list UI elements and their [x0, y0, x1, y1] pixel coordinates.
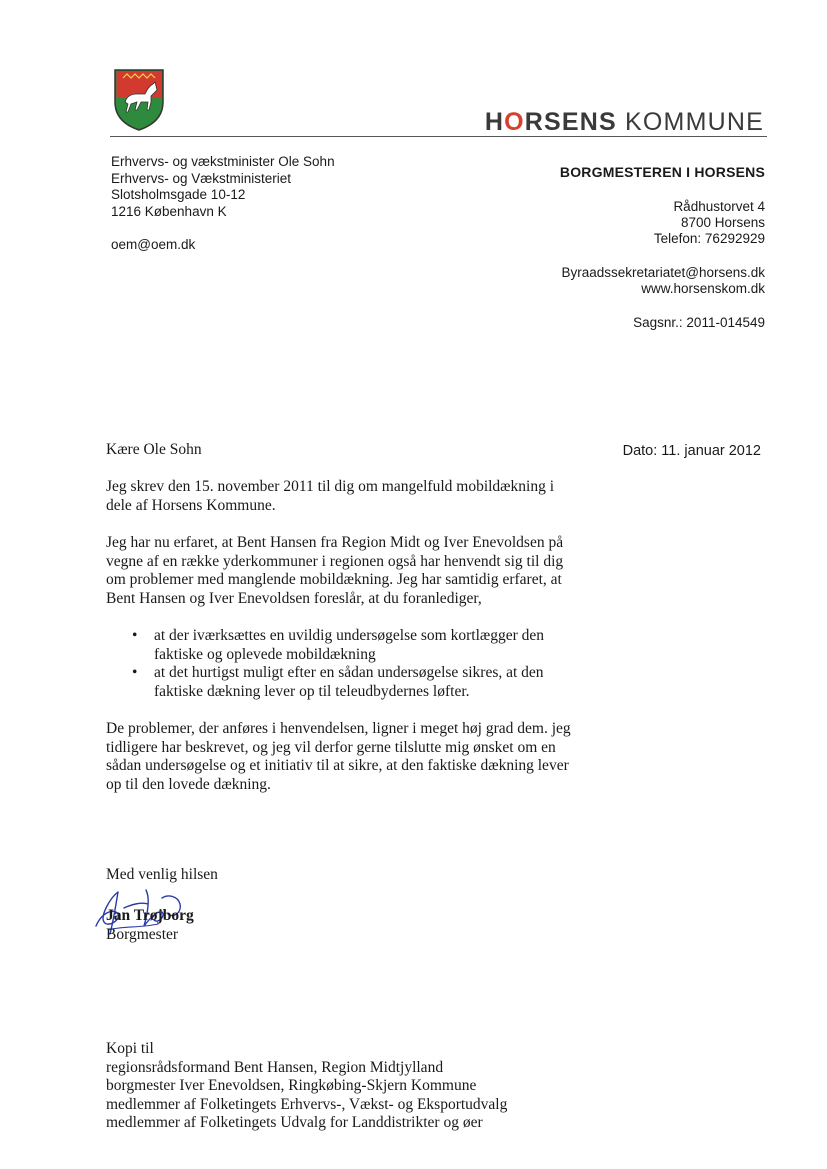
brand-part-horsens: HORSENS [484, 108, 617, 136]
copy-line: medlemmer af Folketingets Erhvervs-, Vækst- og Eksportudvalg [106, 1095, 508, 1113]
sender-email: Byraadssekretariatet@horsens.dk [561, 265, 765, 280]
signatory-name: Jan Trøjborg [106, 907, 194, 924]
bullet-item: • at det hurtigst muligt efter en sådan undersøgelse sikres, at den faktiske dækning lever op til teleudbydernes løfter. [106, 664, 576, 701]
signatory-title: Borgmester [106, 926, 179, 943]
sender-heading: BORGMESTEREN I HORSENS [559, 164, 765, 180]
paragraph-2: Jeg har nu erfaret, at Bent Hansen fra Region Midt og Iver Enevoldsen på vegne af en række yderkommuner i regionen også har henvendt sig til dig om problemer med manglende mobildækning. Jeg har samtidig erfaret, at Bent Hansen og Iver Enevoldsen foreslår, at du foranlediger, [106, 533, 564, 607]
header-divider [110, 136, 767, 137]
recipient-email: oem@oem.dk [111, 237, 196, 252]
bullet-list [106, 627, 576, 701]
letter-body [106, 441, 576, 813]
bullet-item: • at der iværksættes en uvildig undersøgelse som kortlægger den faktiske og oplevede mobildækning [106, 627, 576, 664]
copy-heading: Kopi til [106, 1040, 154, 1057]
recipient-address [111, 154, 335, 254]
recipient-line: 1216 København K [111, 203, 227, 219]
salutation: Kære Ole Sohn [106, 441, 202, 458]
recipient-line: Erhvervs- og vækstminister Ole Sohn [111, 154, 335, 169]
sender-address [560, 164, 765, 331]
case-number: Sagsnr.: 2011-014549 [633, 315, 765, 330]
horsens-coat-of-arms-icon [113, 68, 165, 132]
brand-logo-text [485, 108, 764, 137]
brand-part-kommune: KOMMUNE [625, 108, 764, 136]
sender-phone: Telefon: 76292929 [653, 231, 765, 246]
letter-date: Dato: 11. januar 2012 [622, 443, 761, 459]
paragraph-3: De problemer, der anføres i henvendelsen, ligner i meget høj grad dem. jeg tidligere har beskrevet, og jeg vil derfor gerne tilslutte mig ønsket om en sådan undersøgelse og et initiativ til at sikre, at den faktiske dækning lever op til den lovede dækning. [106, 719, 571, 793]
recipient-line: Slotsholmsgade 10-12 [111, 187, 246, 202]
copy-line: regionsrådsformand Bent Hansen, Region Midtjylland [106, 1058, 444, 1076]
sender-web: www.horsenskom.dk [641, 281, 765, 296]
copy-line: borgmester Iver Enevoldsen, Ringkøbing-Skjern Kommune [106, 1077, 477, 1095]
copy-recipients [106, 1040, 507, 1133]
sender-city: 8700 Horsens [680, 215, 765, 230]
paragraph-1: Jeg skrev den 15. november 2011 til dig om mangelfuld mobildækning i dele af Horsens Kommune. [106, 478, 555, 514]
sender-street: Rådhustorvet 4 [673, 199, 765, 214]
closing: Med venlig hilsen [106, 866, 218, 883]
recipient-line: Erhvervs- og Vækstministeriet [111, 170, 292, 186]
copy-line: medlemmer af Folketingets Udvalg for Landdistrikter og øer [106, 1114, 483, 1132]
